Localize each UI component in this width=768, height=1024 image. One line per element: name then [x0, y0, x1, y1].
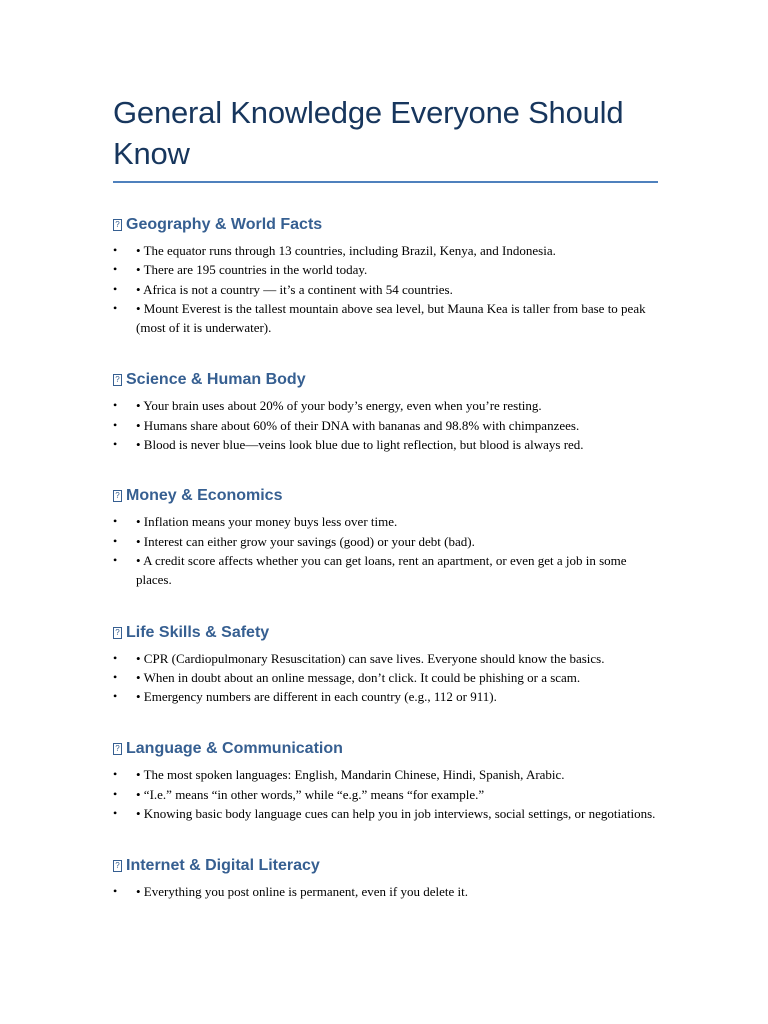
list-item — [113, 260, 658, 279]
section-heading — [113, 739, 658, 759]
section-heading-text: Language & Communication — [126, 740, 343, 758]
bullet-icon: • — [113, 398, 118, 413]
bullet-icon: • — [113, 669, 118, 684]
bullet-icon: • — [113, 767, 118, 782]
list-item — [113, 668, 658, 687]
missing-glyph-icon: ? — [113, 743, 122, 755]
list-item — [113, 532, 658, 551]
section-language — [113, 739, 658, 823]
section-internet — [113, 856, 658, 901]
list-item-text: • CPR (Cardiopulmonary Resuscitation) can save lives. Everyone should know the basics. — [136, 650, 605, 666]
list-item-text: • Emergency numbers are different in each country (e.g., 112 or 911). — [136, 689, 497, 705]
document-title: General Knowledge Everyone Should Know — [113, 92, 658, 183]
bullet-icon: • — [113, 533, 118, 548]
bullet-icon: • — [113, 300, 118, 315]
list-item — [113, 299, 658, 338]
list-item-text: • Inflation means your money buys less over time. — [136, 514, 398, 530]
section-money — [113, 486, 658, 589]
bullet-icon: • — [113, 650, 118, 665]
bullet-icon: • — [113, 786, 118, 801]
list-item-text: • The most spoken languages: English, Mandarin Chinese, Hindi, Spanish, Arabic. — [136, 767, 565, 783]
list-item — [113, 804, 658, 823]
section-geography — [113, 215, 658, 337]
list-item-text: • Africa is not a country — it’s a continent with 54 countries. — [136, 281, 453, 297]
section-heading — [113, 370, 658, 390]
bullet-icon: • — [113, 552, 118, 567]
list-item-text: • “I.e.” means “in other words,” while “e.g.” means “for example.” — [136, 786, 485, 802]
missing-glyph-icon: ? — [113, 374, 122, 386]
list-item — [113, 785, 658, 804]
section-heading-text: Life Skills & Safety — [126, 623, 270, 641]
list-item — [113, 512, 658, 531]
section-heading-text: Internet & Digital Literacy — [126, 857, 320, 875]
bullet-icon: • — [113, 514, 118, 529]
section-science — [113, 370, 658, 454]
bullet-icon: • — [113, 806, 118, 821]
bullet-icon: • — [113, 437, 118, 452]
missing-glyph-icon: ? — [113, 490, 122, 502]
list-item-text: • The equator runs through 13 countries, including Brazil, Kenya, and Indonesia. — [136, 243, 556, 258]
list-item-text: • Everything you post online is permanent, even if you delete it. — [136, 884, 469, 900]
section-heading — [113, 623, 658, 643]
list-item-text: • Your brain uses about 20% of your body’s energy, even when you’re resting. — [136, 398, 542, 414]
bullet-icon: • — [113, 417, 118, 432]
bullet-icon: • — [113, 884, 118, 899]
list-item — [113, 435, 658, 454]
list-item — [113, 687, 658, 706]
list-item-text: • Mount Everest is the tallest mountain above sea level, but Mauna Kea is taller from base to peak (most of it is underwater). — [136, 300, 646, 336]
missing-glyph-icon: ? — [113, 860, 122, 872]
section-heading — [113, 486, 658, 506]
bullet-icon: • — [113, 262, 118, 277]
list-item-text: • There are 195 countries in the world today. — [136, 262, 368, 278]
list-item — [113, 551, 658, 590]
section-heading-text: Geography & World Facts — [126, 216, 323, 233]
bullet-icon: • — [113, 689, 118, 704]
section-heading-text: Money & Economics — [126, 487, 283, 505]
bullet-icon: • — [113, 243, 118, 257]
list-item — [113, 882, 658, 901]
list-item — [113, 396, 658, 415]
list-item-text: • Blood is never blue—veins look blue due to light reflection, but blood is always red. — [136, 437, 584, 453]
section-heading-text: Science & Human Body — [126, 371, 306, 389]
bullet-icon: • — [113, 281, 118, 296]
section-heading — [113, 215, 658, 235]
list-item — [113, 765, 658, 784]
section-heading — [113, 856, 658, 876]
document-page — [113, 92, 658, 902]
missing-glyph-icon: ? — [113, 219, 122, 231]
list-item — [113, 280, 658, 299]
list-item-text: • Interest can either grow your savings (good) or your debt (bad). — [136, 533, 475, 549]
list-item-text: • A credit score affects whether you can get loans, rent an apartment, or even get a job in some places. — [136, 552, 627, 588]
list-item — [113, 416, 658, 435]
list-item-text: • Humans share about 60% of their DNA with bananas and 98.8% with chimpanzees. — [136, 417, 580, 433]
list-item-text: • Knowing basic body language cues can help you in job interviews, social settings, or negotiations. — [136, 806, 656, 822]
list-item-text: • When in doubt about an online message, don’t click. It could be phishing or a scam. — [136, 669, 581, 685]
list-item — [113, 241, 658, 260]
missing-glyph-icon: ? — [113, 627, 122, 639]
section-life-skills — [113, 623, 658, 707]
list-item — [113, 649, 658, 668]
